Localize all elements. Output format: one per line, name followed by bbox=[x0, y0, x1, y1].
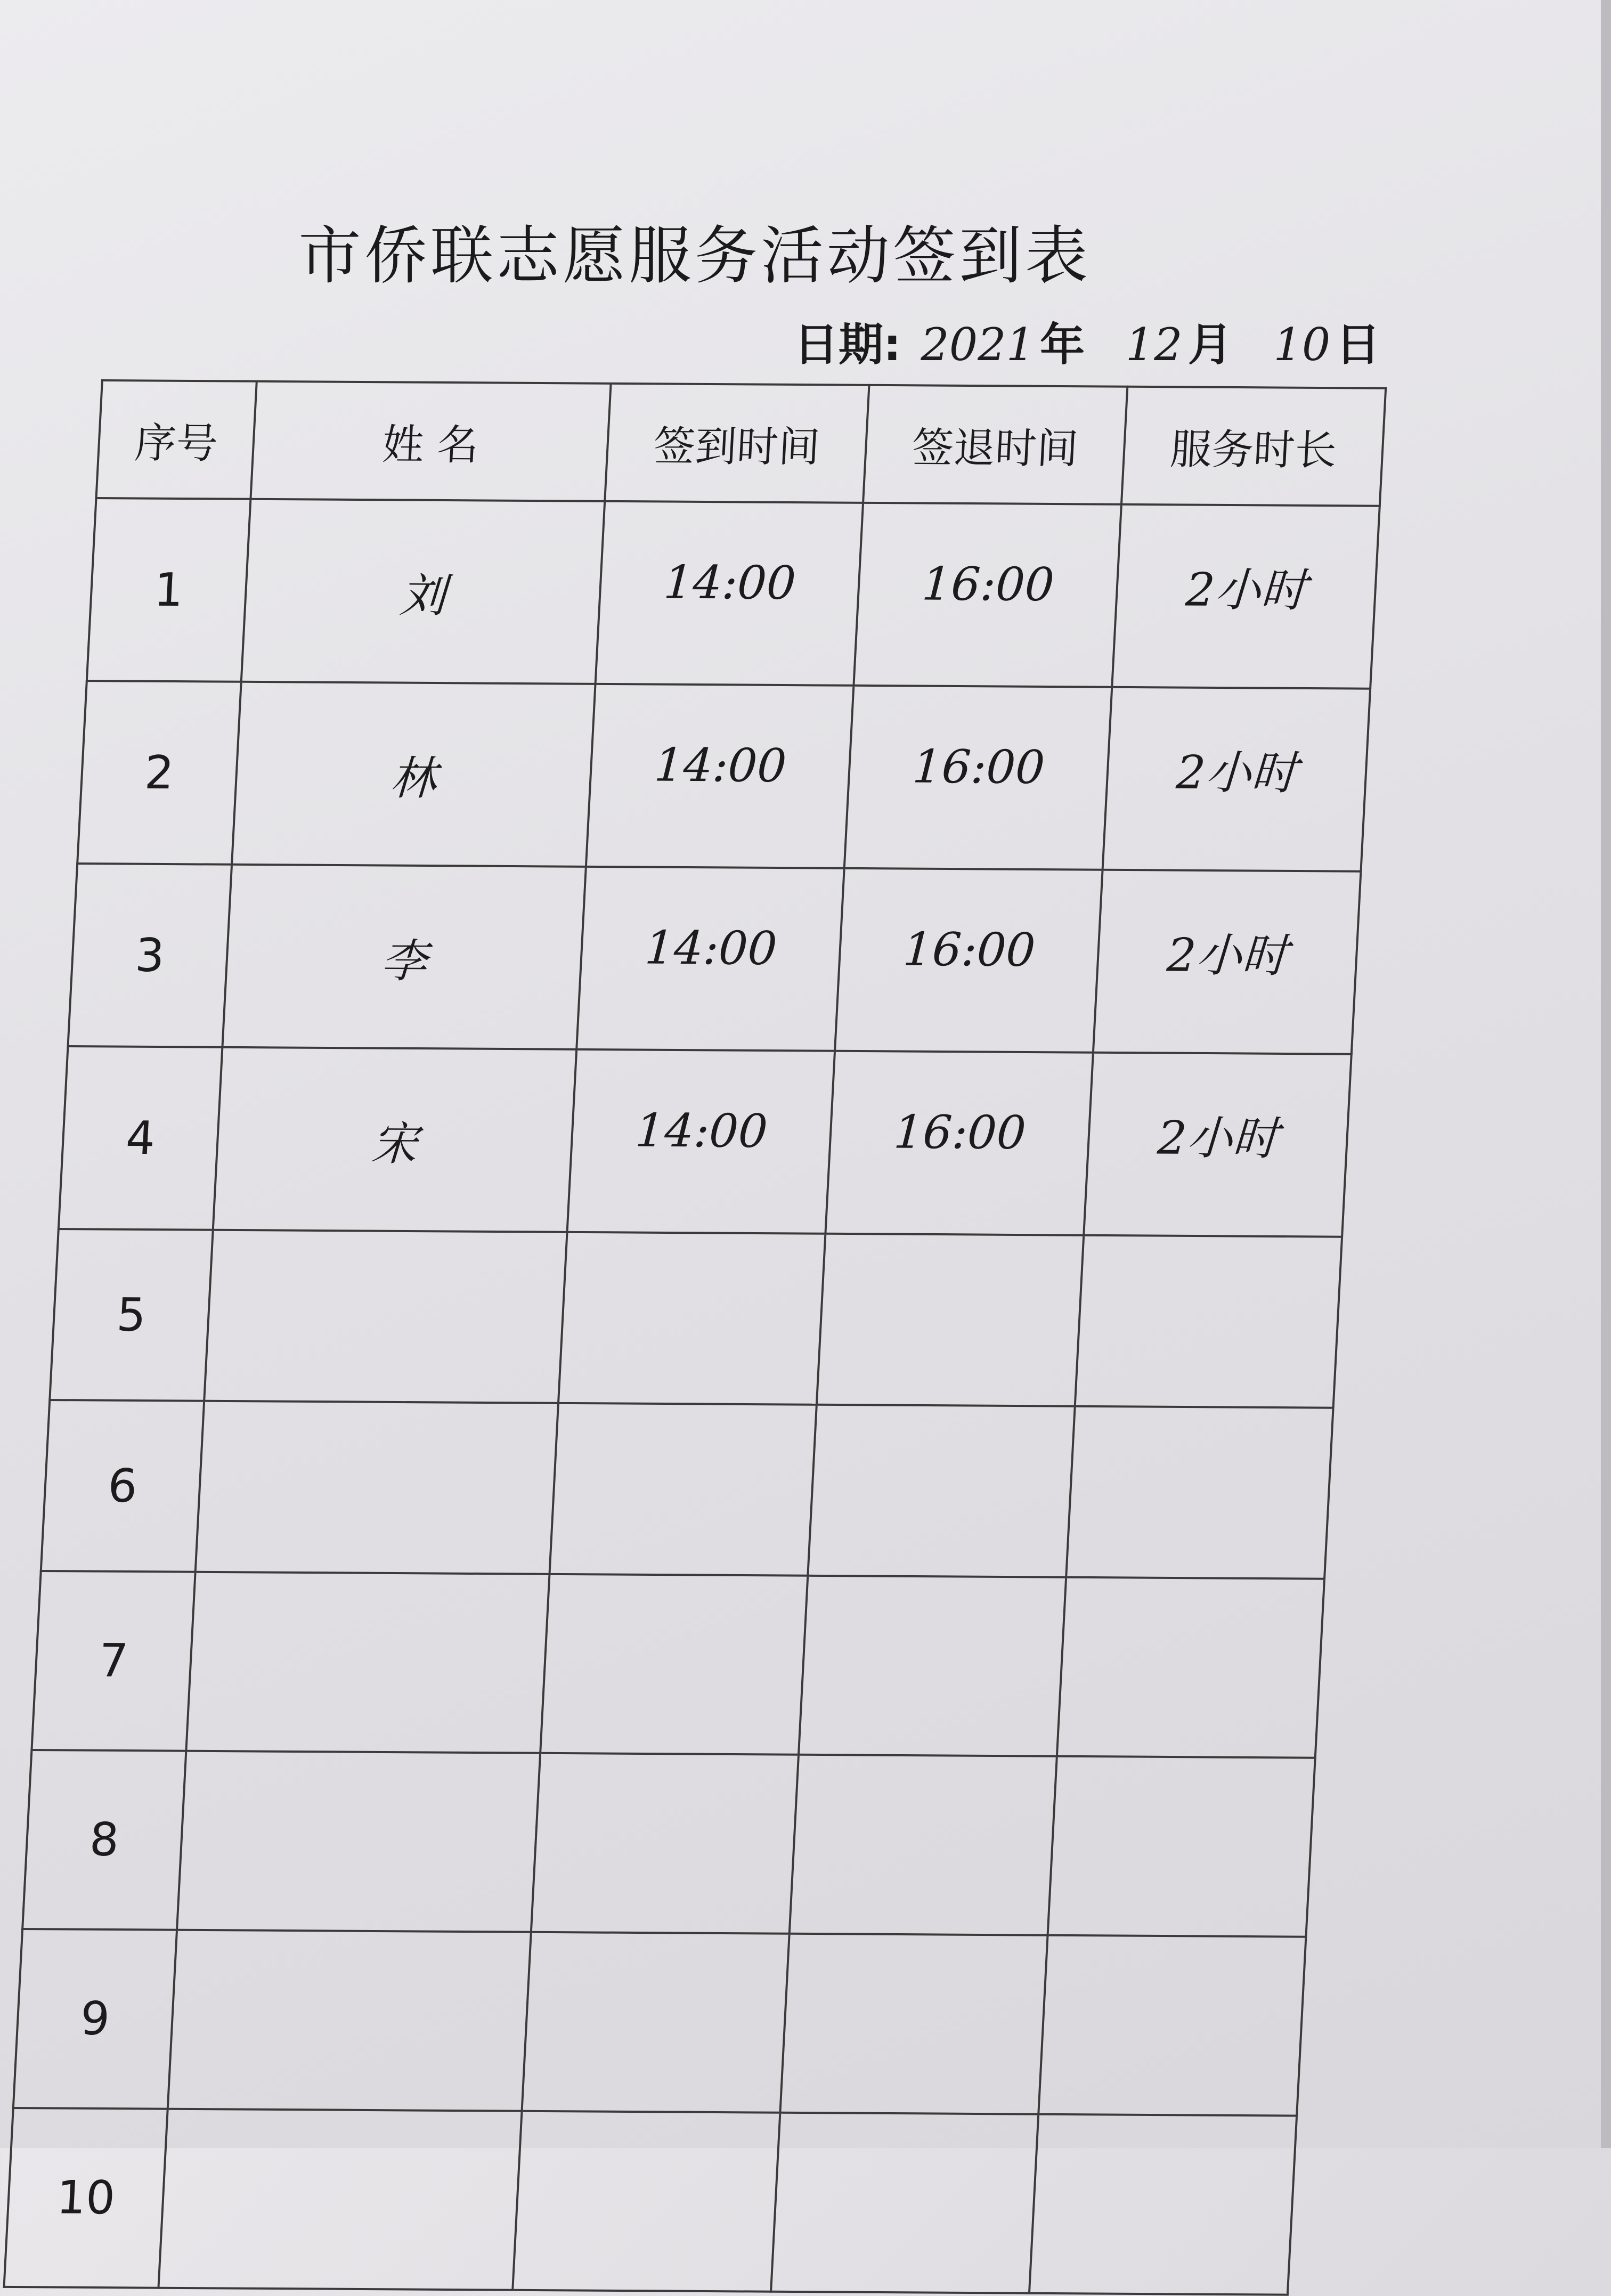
table-row bbox=[4, 2108, 1297, 2295]
table-row bbox=[59, 1046, 1352, 1237]
paper-edge bbox=[1601, 0, 1611, 2148]
sign-in-cell[interactable] bbox=[522, 1932, 790, 2113]
duration-cell[interactable] bbox=[1057, 1577, 1324, 1758]
header-sign-in: 签到时间 bbox=[605, 384, 869, 503]
signin-table-wrapper bbox=[8, 379, 1385, 2225]
sign-in-cell[interactable] bbox=[558, 1232, 825, 1405]
signature: 刘 bbox=[241, 499, 605, 684]
row-number: 1 bbox=[87, 498, 251, 682]
date-year: 2021 bbox=[921, 319, 1035, 371]
duration-cell[interactable] bbox=[1066, 1406, 1333, 1579]
header-sign-out: 签退时间 bbox=[863, 385, 1127, 504]
date-month-unit: 月 bbox=[1187, 319, 1233, 371]
row-number: 6 bbox=[41, 1400, 204, 1572]
name-cell[interactable] bbox=[168, 1930, 531, 2111]
row-number: 3 bbox=[68, 864, 232, 1047]
date-day-unit: 日 bbox=[1336, 319, 1381, 371]
service-duration: 2小时 bbox=[1112, 504, 1380, 689]
table-row bbox=[31, 1571, 1324, 1758]
table-row bbox=[50, 1229, 1342, 1408]
table-row bbox=[77, 681, 1370, 872]
date-label: 日期: bbox=[794, 319, 901, 371]
sign-out-time: 16:00 bbox=[853, 503, 1121, 687]
row-number: 5 bbox=[50, 1229, 213, 1401]
sign-out-time: 16:00 bbox=[835, 868, 1103, 1053]
date-month: 12 bbox=[1125, 319, 1183, 371]
service-duration: 2小时 bbox=[1103, 687, 1371, 872]
sign-in-time: 14:00 bbox=[567, 1049, 835, 1234]
sign-out-cell[interactable] bbox=[817, 1234, 1084, 1406]
header-name: 姓 名 bbox=[250, 381, 611, 501]
signin-table bbox=[3, 379, 1387, 2296]
sign-out-cell[interactable] bbox=[780, 1934, 1047, 2114]
sign-in-cell[interactable] bbox=[540, 1574, 808, 1755]
sign-out-cell[interactable] bbox=[771, 2113, 1038, 2293]
sign-out-cell[interactable] bbox=[790, 1755, 1057, 1935]
duration-cell[interactable] bbox=[1075, 1235, 1342, 1408]
sign-out-cell[interactable] bbox=[799, 1576, 1066, 1756]
sign-in-cell[interactable] bbox=[512, 2111, 780, 2292]
sign-in-time: 14:00 bbox=[596, 501, 864, 686]
header-duration: 服务时长 bbox=[1121, 387, 1386, 506]
table-row bbox=[13, 1929, 1306, 2116]
name-cell[interactable] bbox=[158, 2109, 522, 2290]
sign-out-time: 16:00 bbox=[825, 1051, 1093, 1235]
date-year-unit: 年 bbox=[1040, 319, 1085, 371]
table-row bbox=[22, 1750, 1315, 1937]
row-number: 4 bbox=[59, 1046, 223, 1230]
sign-in-cell[interactable] bbox=[549, 1403, 816, 1576]
service-duration: 2小时 bbox=[1084, 1053, 1352, 1237]
signature: 李 bbox=[222, 865, 585, 1049]
date-day: 10 bbox=[1273, 319, 1331, 371]
signature: 林 bbox=[232, 682, 595, 867]
service-duration: 2小时 bbox=[1093, 870, 1361, 1054]
signature: 宋 bbox=[213, 1047, 576, 1232]
table-row bbox=[87, 498, 1380, 689]
row-number: 7 bbox=[31, 1571, 195, 1751]
name-cell[interactable] bbox=[196, 1401, 558, 1574]
sign-out-time: 16:00 bbox=[844, 686, 1112, 870]
row-number: 9 bbox=[13, 1929, 177, 2109]
duration-cell[interactable] bbox=[1029, 2114, 1297, 2295]
table-row bbox=[41, 1400, 1333, 1579]
header-no: 序号 bbox=[96, 380, 257, 499]
date-line bbox=[794, 309, 1402, 373]
table-header-row bbox=[96, 380, 1386, 506]
sign-in-time: 14:00 bbox=[586, 684, 854, 868]
table-row bbox=[68, 864, 1361, 1054]
row-number: 10 bbox=[4, 2108, 168, 2288]
duration-cell[interactable] bbox=[1048, 1756, 1315, 1937]
name-cell[interactable] bbox=[204, 1230, 567, 1403]
duration-cell[interactable] bbox=[1038, 1935, 1306, 2116]
name-cell[interactable] bbox=[186, 1572, 549, 1753]
form-title: 市侨联志愿服务活动签到表 bbox=[298, 219, 1092, 292]
sign-out-cell[interactable] bbox=[808, 1405, 1075, 1577]
name-cell[interactable] bbox=[177, 1751, 540, 1932]
row-number: 2 bbox=[77, 681, 241, 865]
sign-in-time: 14:00 bbox=[576, 867, 844, 1051]
row-number: 8 bbox=[22, 1750, 186, 1930]
sign-in-cell[interactable] bbox=[531, 1753, 799, 1934]
